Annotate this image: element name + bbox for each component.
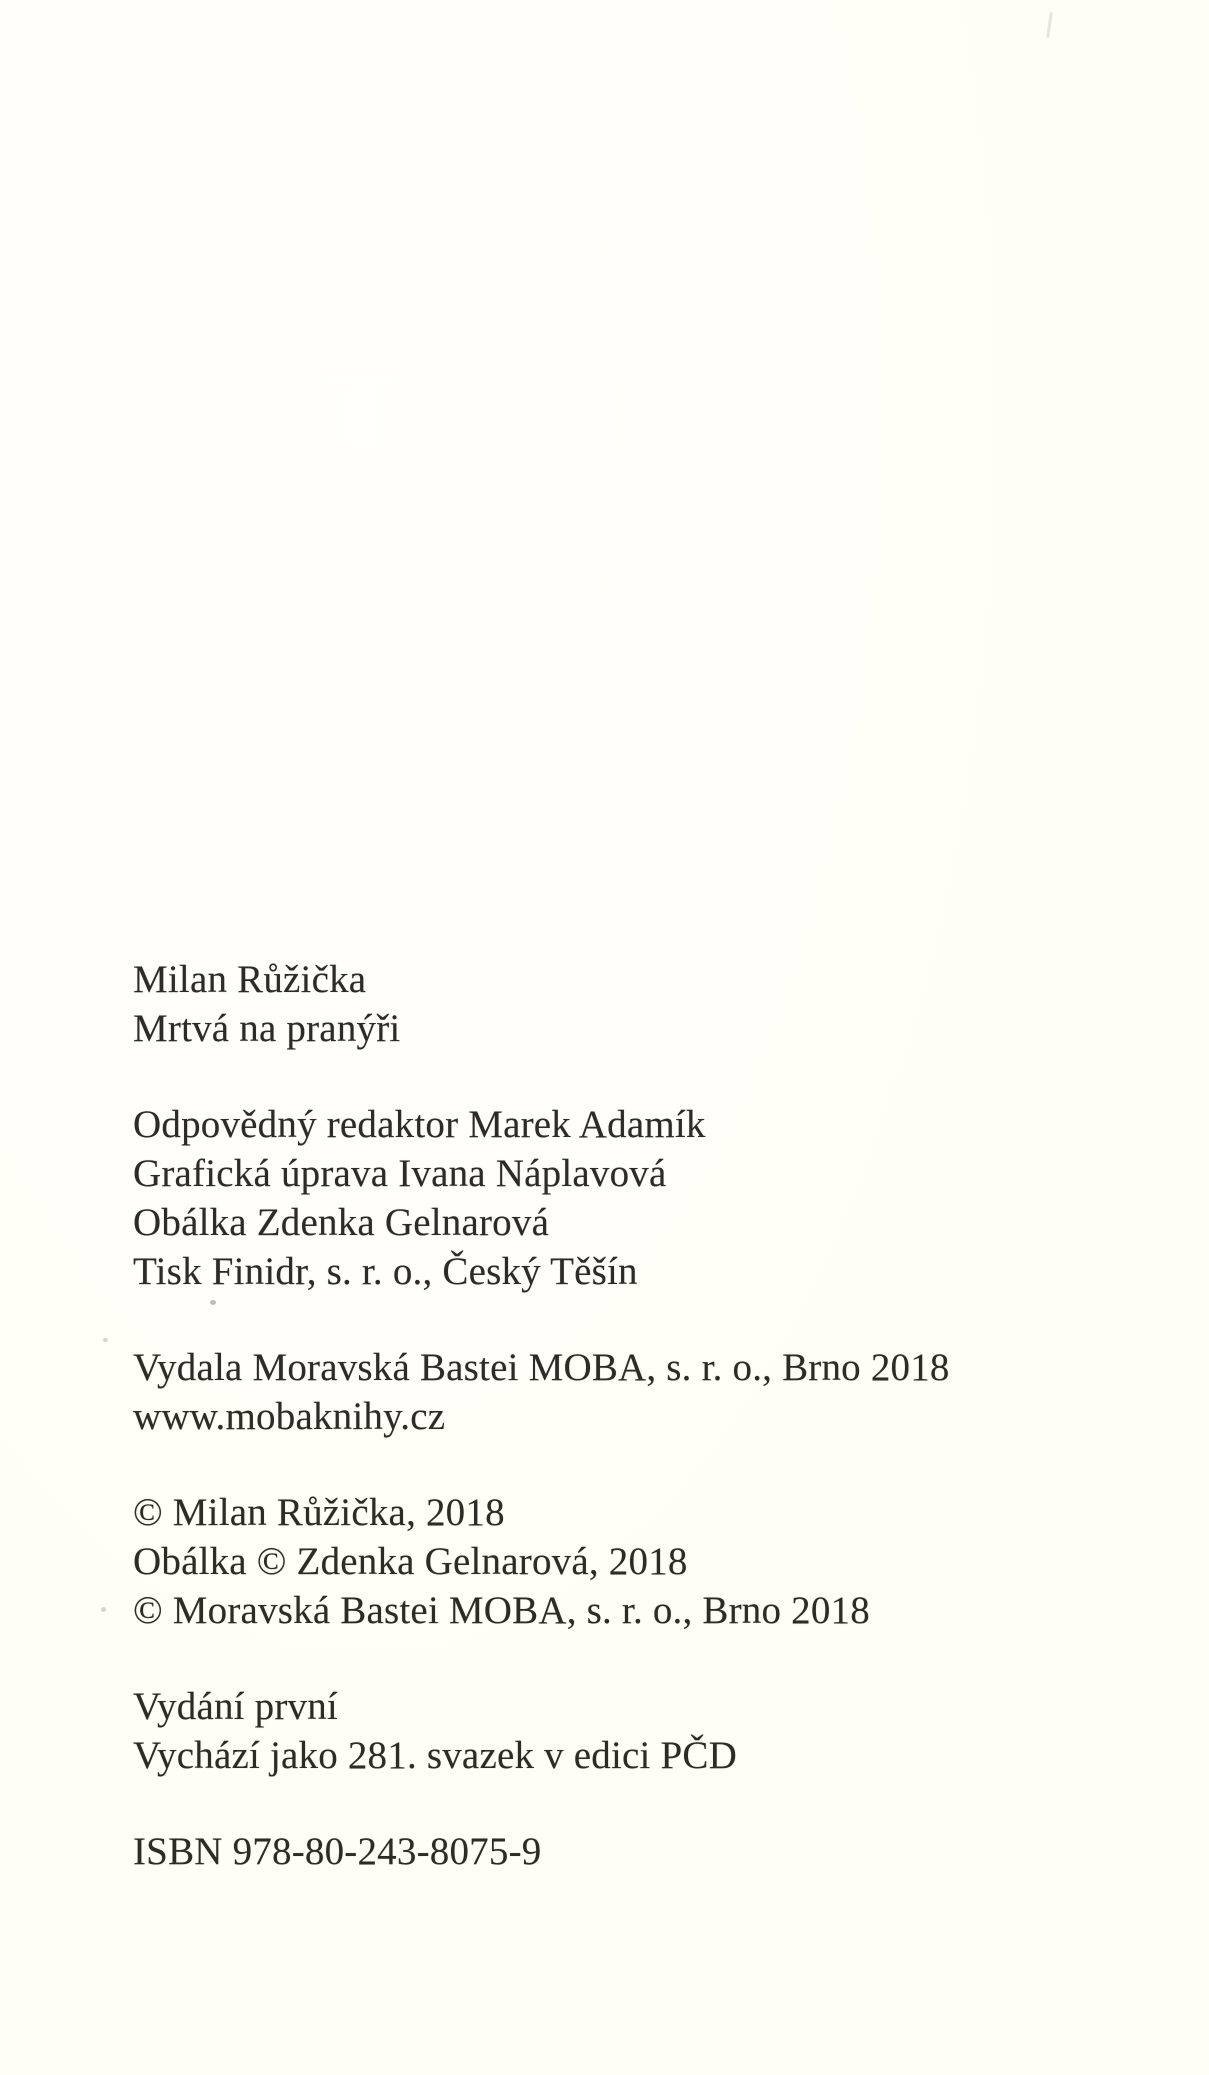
- title-block: [133, 955, 950, 1053]
- copyright-line-author: © Milan Růžička, 2018: [133, 1491, 505, 1534]
- credit-line-cover: Obálka Zdenka Gelnarová: [133, 1201, 550, 1244]
- credit-line-graphic-design: Grafická úprava Ivana Náplavová: [133, 1152, 667, 1195]
- credit-line-editor: Odpovědný redaktor Marek Adamík: [133, 1103, 706, 1146]
- edition-block: [133, 1682, 950, 1780]
- publisher-block: [133, 1343, 950, 1441]
- scan-scratch-mark: [1046, 12, 1053, 38]
- credits-block: [133, 1100, 950, 1296]
- scan-speckle: [103, 1338, 108, 1342]
- scan-speckle: [101, 1607, 106, 1612]
- copyright-line-cover: Obálka © Zdenka Gelnarová, 2018: [133, 1540, 688, 1583]
- copyright-block: [133, 1488, 950, 1635]
- copyright-line-publisher: © Moravská Bastei MOBA, s. r. o., Brno 2018: [133, 1589, 870, 1632]
- author-name: Milan Růžička: [133, 958, 367, 1001]
- edition-line-series: Vychází jako 281. svazek v edici PČD: [133, 1734, 737, 1777]
- publisher-line: Vydala Moravská Bastei MOBA, s. r. o., Brno 2018: [133, 1346, 950, 1389]
- book-title: Mrtvá na pranýři: [133, 1007, 401, 1050]
- credit-line-printer: Tisk Finidr, s. r. o., Český Těšín: [133, 1250, 638, 1293]
- edition-line-first: Vydání první: [133, 1685, 338, 1728]
- colophon-text-column: [133, 955, 950, 1876]
- publisher-website-url: www.mobaknihy.cz: [133, 1395, 446, 1438]
- isbn-block: [133, 1827, 950, 1876]
- scan-speckle: [210, 1300, 216, 1305]
- isbn-line: ISBN 978-80-243-8075-9: [133, 1830, 542, 1873]
